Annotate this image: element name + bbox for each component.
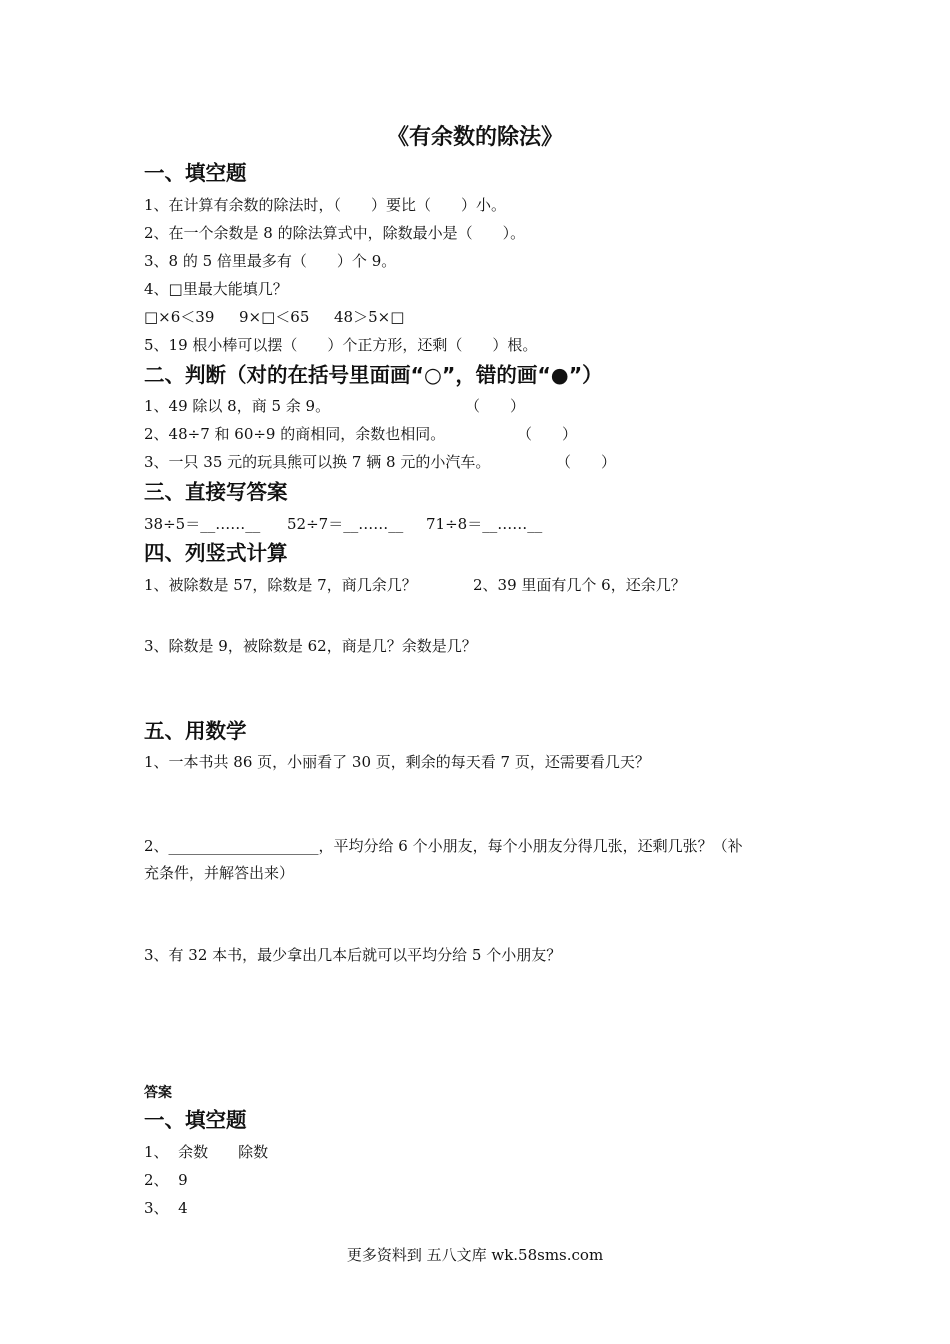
s3-expression-3: 71÷8＝__……__ — [426, 515, 543, 533]
section-2-heading: 二、判断（对的在括号里面画“○”，错的画“●”） — [144, 363, 603, 387]
s1-question-4-expr-a: □×6＜39 — [144, 308, 215, 326]
section-1-heading: 一、填空题 — [144, 161, 247, 185]
page-title: 《有余数的除法》 — [386, 125, 563, 150]
s4-question-3: 3、除数是 9，被除数是 62，商是几？余数是几？ — [144, 637, 477, 655]
s2-question-1-bracket: （ ） — [465, 397, 526, 415]
s2-question-2-bracket: （ ） — [517, 425, 578, 443]
s1-question-3: 3、8 的 5 倍里最多有（ ）个 9。 — [144, 252, 397, 270]
s3-expression-1: 38÷5＝__……__ — [144, 515, 261, 533]
s1-question-4-expr-b: 9×□＜65 — [239, 308, 310, 326]
s1-question-5: 5、19 根小棒可以摆（ ）个正方形，还剩（ ）根。 — [144, 336, 538, 354]
s2-question-3: 3、一只 35 元的玩具熊可以换 7 辆 8 元的小汽车。 — [144, 453, 491, 471]
s5-question-3: 3、有 32 本书，最少拿出几本后就可以平均分给 5 个小朋友？ — [144, 946, 562, 964]
s2-question-3-bracket: （ ） — [556, 453, 617, 471]
s4-question-2: 2、39 里面有几个 6，还余几？ — [473, 576, 686, 594]
s2-question-1: 1、49 除以 8，商 5 余 9。 — [144, 397, 331, 415]
section-3-heading: 三、直接写答案 — [144, 480, 288, 504]
s1-question-1: 1、在计算有余数的除法时，（ ）要比（ ）小。 — [144, 196, 507, 214]
footer-source: 更多资料到 五八文库 wk.58sms.com — [346, 1246, 604, 1264]
s2-question-2: 2、48÷7 和 60÷9 的商相同，余数也相同。 — [144, 425, 446, 443]
s1-question-4-expr-c: 48＞5×□ — [334, 308, 405, 326]
s4-question-1: 1、被除数是 57，除数是 7，商几余几？ — [144, 576, 417, 594]
section-4-heading: 四、列竖式计算 — [144, 541, 288, 565]
s5-question-1: 1、一本书共 86 页，小丽看了 30 页，剩余的每天看 7 页，还需要看几天？ — [144, 753, 650, 771]
answer-2: 2、 9 — [144, 1171, 188, 1189]
answers-heading: 一、填空题 — [144, 1108, 247, 1132]
s1-question-4: 4、□里最大能填几？ — [144, 280, 288, 298]
s1-question-2: 2、在一个余数是 8 的除法算式中，除数最小是（ ）。 — [144, 224, 526, 242]
answers-label: 答案 — [144, 1085, 172, 1101]
answer-1: 1、 余数 除数 — [144, 1143, 269, 1161]
s5-question-2-line-2: 充条件，并解答出来） — [144, 864, 295, 882]
answer-3: 3、 4 — [144, 1199, 188, 1217]
section-5-heading: 五、用数学 — [144, 719, 247, 743]
s3-expression-2: 52÷7＝__……__ — [287, 515, 404, 533]
s5-question-2-line-1: 2、____________________，平均分给 6 个小朋友，每个小朋友分得几张，还剩几张？（补 — [144, 837, 743, 855]
